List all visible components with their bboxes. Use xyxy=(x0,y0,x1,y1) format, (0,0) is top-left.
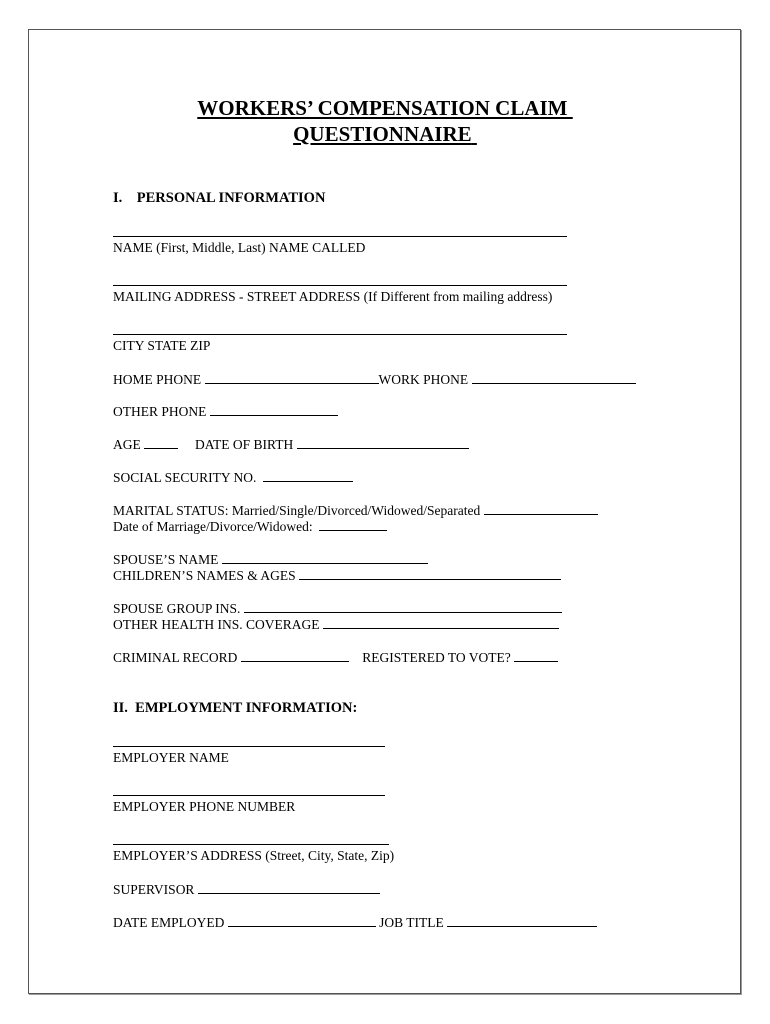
date-employed-field[interactable] xyxy=(228,914,376,927)
criminal-vote-row xyxy=(113,649,558,666)
job-title-label: JOB TITLE xyxy=(379,915,444,930)
employer-name-label: EMPLOYER NAME xyxy=(113,750,229,765)
spouse-name-label: SPOUSE’S NAME xyxy=(113,552,219,567)
children-label: CHILDREN’S NAMES & AGES xyxy=(113,568,296,583)
registered-vote-label: REGISTERED TO VOTE? xyxy=(362,650,511,665)
registered-vote-field[interactable] xyxy=(514,649,558,662)
other-phone-label: OTHER PHONE xyxy=(113,404,207,419)
home-phone-field[interactable] xyxy=(205,371,379,384)
spouse-group-ins-label: SPOUSE GROUP INS. xyxy=(113,601,241,616)
dob-label: DATE OF BIRTH xyxy=(195,437,294,452)
supervisor-field[interactable] xyxy=(198,881,380,894)
marriage-date-label: Date of Marriage/Divorce/Widowed: xyxy=(113,519,313,534)
marital-row xyxy=(113,502,598,519)
other-health-row xyxy=(113,616,559,633)
work-phone-field[interactable] xyxy=(472,371,636,384)
children-field[interactable] xyxy=(299,567,561,580)
employer-name-field[interactable] xyxy=(113,746,385,747)
address-label: MAILING ADDRESS - STREET ADDRESS (If Different from mailing address) xyxy=(113,289,553,304)
dob-field[interactable] xyxy=(297,436,469,449)
other-health-label: OTHER HEALTH INS. COVERAGE xyxy=(113,617,320,632)
children-row xyxy=(113,567,561,584)
ssn-label: SOCIAL SECURITY NO. xyxy=(113,470,257,485)
other-health-field[interactable] xyxy=(323,616,559,629)
spouse-ins-row xyxy=(113,600,562,617)
age-dob-row xyxy=(113,436,469,453)
marriage-date-row xyxy=(113,518,387,535)
phone-row xyxy=(113,371,636,388)
criminal-record-field[interactable] xyxy=(241,649,349,662)
address-field[interactable] xyxy=(113,285,567,286)
spouse-name-row xyxy=(113,551,428,568)
section-personal-heading: I. PERSONAL INFORMATION xyxy=(113,190,326,206)
date-employed-label: DATE EMPLOYED xyxy=(113,915,225,930)
name-field[interactable] xyxy=(113,236,567,237)
employer-address-field[interactable] xyxy=(113,844,389,845)
ssn-field[interactable] xyxy=(263,469,353,482)
age-field[interactable] xyxy=(144,436,178,449)
job-title-field[interactable] xyxy=(447,914,597,927)
employer-phone-label: EMPLOYER PHONE NUMBER xyxy=(113,799,296,814)
spouse-name-field[interactable] xyxy=(222,551,428,564)
name-label: NAME (First, Middle, Last) NAME CALLED xyxy=(113,240,366,255)
work-phone-label: WORK PHONE xyxy=(378,372,469,387)
city-state-zip-label: CITY STATE ZIP xyxy=(113,338,211,353)
marital-status-field[interactable] xyxy=(484,502,598,515)
city-state-zip-field[interactable] xyxy=(113,334,567,335)
spouse-group-ins-field[interactable] xyxy=(244,600,562,613)
marital-status-label: MARITAL STATUS: Married/Single/Divorced/Widowed/Separated xyxy=(113,503,481,518)
age-label: AGE xyxy=(113,437,141,452)
section-employment-heading: II. EMPLOYMENT INFORMATION: xyxy=(113,700,358,716)
ssn-row xyxy=(113,469,353,486)
criminal-record-label: CRIMINAL RECORD xyxy=(113,650,238,665)
other-phone-row xyxy=(113,403,338,420)
employer-address-label: EMPLOYER’S ADDRESS (Street, City, State, Zip) xyxy=(113,848,395,863)
other-phone-field[interactable] xyxy=(210,403,338,416)
form-title-line-2: QUESTIONNAIRE xyxy=(293,122,472,146)
marriage-date-field[interactable] xyxy=(319,518,387,531)
employer-phone-field[interactable] xyxy=(113,795,385,796)
form-title-line-1: WORKERS’ COMPENSATION CLAIM xyxy=(197,96,568,120)
supervisor-row xyxy=(113,881,380,898)
supervisor-label: SUPERVISOR xyxy=(113,882,195,897)
home-phone-label: HOME PHONE xyxy=(113,372,202,387)
employment-date-row xyxy=(113,914,597,931)
